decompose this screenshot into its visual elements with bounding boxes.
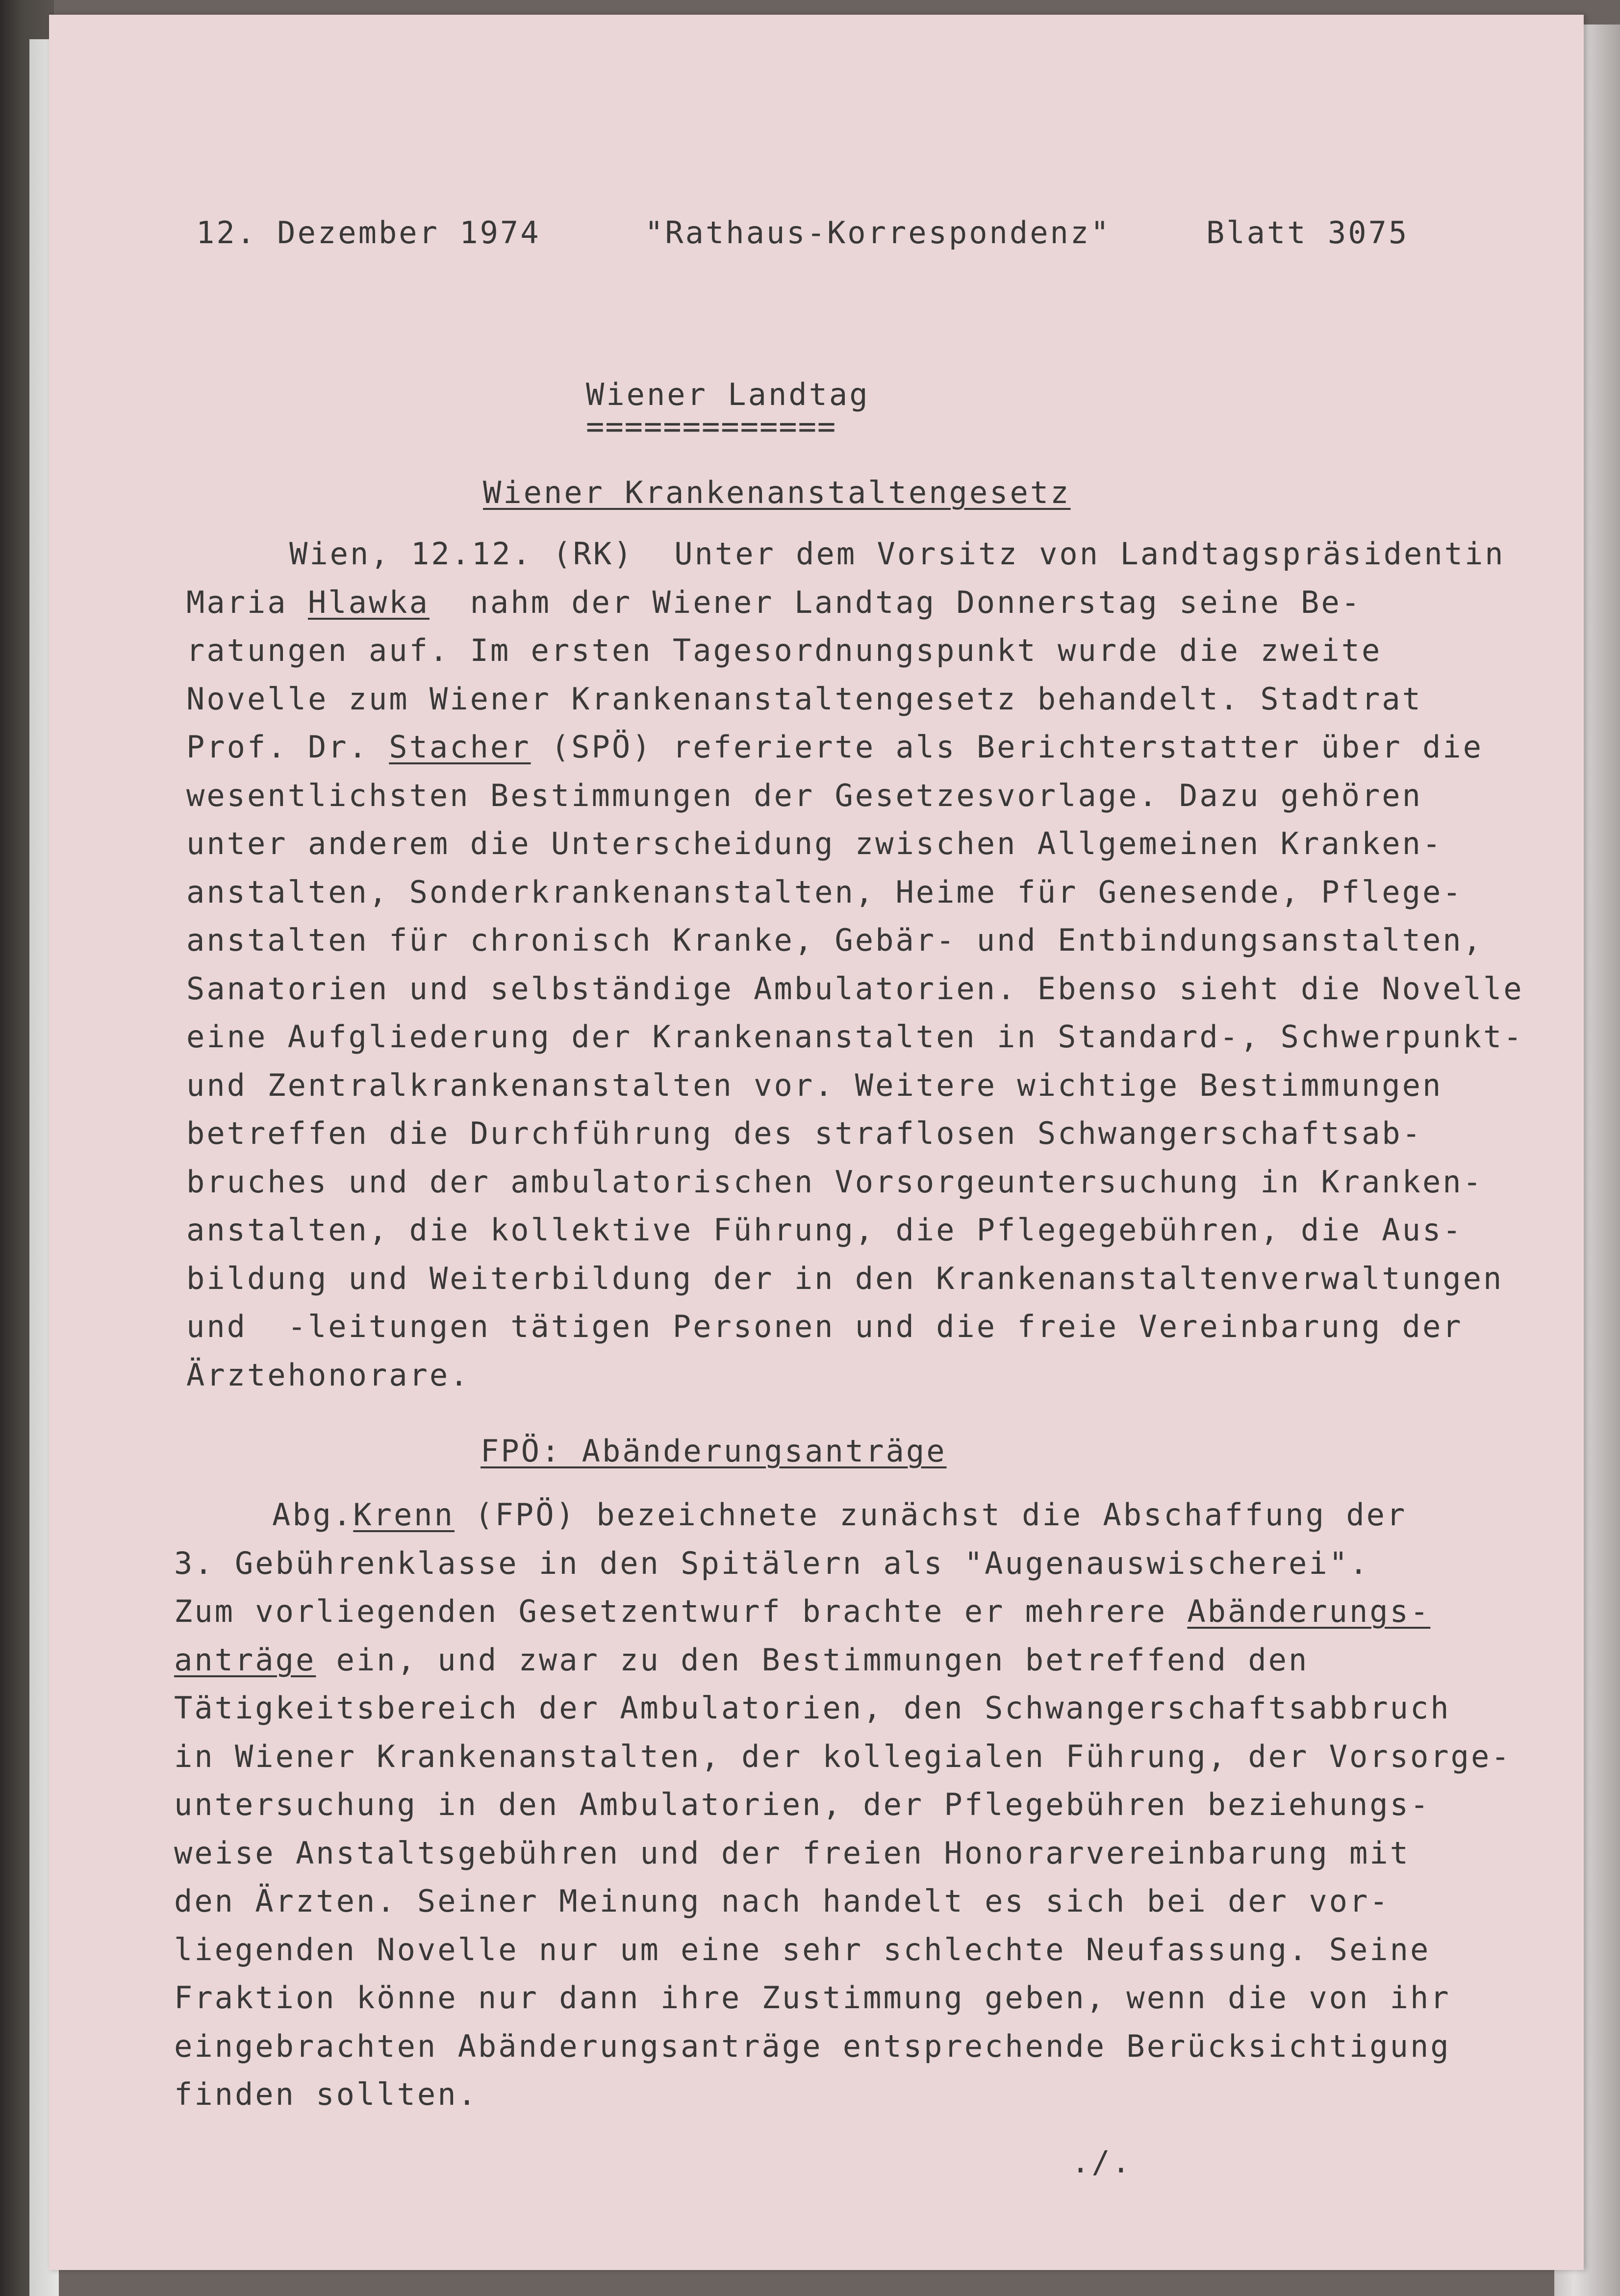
text-line: anstalten, Sonderkrankenanstalten, Heime für Genesende, Pflege- [186, 874, 1463, 910]
text-line: und -leitungen tätigen Personen und die freie Vereinbarung der [186, 1309, 1463, 1344]
text-line: Ärztehonorare. [186, 1357, 470, 1393]
document-page [49, 15, 1584, 2270]
text-line: weise Anstaltsgebühren und der freien Honorarvereinbarung mit [174, 1835, 1410, 1871]
text-line [174, 1592, 1430, 1631]
text-line: unter anderem die Unterscheidung zwischen Allgemeinen Kranken- [186, 826, 1443, 861]
text-line: untersuchung in den Ambulatorien, der Pflegebühren beziehungs- [174, 1787, 1431, 1822]
line-text: Zum vorliegenden Gesetzentwurf brachte er mehrere [174, 1593, 1188, 1629]
underlined-name: Stacher [389, 729, 531, 765]
text-line: eine Aufgliederung der Krankenanstalten in Standard-, Schwerpunkt- [186, 1019, 1524, 1055]
title-double-rule: ============= [586, 408, 837, 444]
text-line: Fraktion könne nur dann ihre Zustimmung geben, wenn die von ihr [174, 1980, 1451, 2016]
line-text: (SPÖ) referierte als Berichterstatter über die [531, 729, 1483, 765]
text-line [174, 1640, 1309, 1680]
text-line: betreffen die Durchführung des straflosen Schwangerschaftsab- [186, 1115, 1422, 1151]
text-line: Sanatorien und selbständige Ambulatorien. Ebenso sieht die Novelle [186, 970, 1524, 1007]
line-text: nahm der Wiener Landtag Donnerstag seine Be- [429, 584, 1362, 620]
header-sheet-number: Blatt 3075 [1206, 215, 1409, 251]
text-line [186, 583, 1362, 622]
text-line [272, 1495, 1407, 1535]
text-line: liegenden Novelle nur um eine sehr schlechte Neufassung. Seine [174, 1931, 1431, 1968]
text-line: Novelle zum Wiener Krankenanstaltengesetz behandelt. Stadtrat [186, 681, 1422, 717]
text-line: bildung und Weiterbildung der in den Krankenanstaltenverwaltungen [186, 1260, 1504, 1296]
text-line: wesentlichsten Bestimmungen der Gesetzesvorlage. Dazu gehören [186, 777, 1422, 813]
underlined-name: anträge [174, 1641, 316, 1678]
text-line: anstalten, die kollektive Führung, die Pflegegebühren, die Aus- [186, 1212, 1463, 1248]
line-text: Maria [186, 584, 308, 620]
line-text: ein, und zwar zu den Bestimmungen betreffend den [316, 1641, 1309, 1678]
text-line: finden sollten. [174, 2076, 478, 2112]
text-line: anstalten für chronisch Kranke, Gebär- und Entbindungsanstalten, [186, 922, 1483, 958]
header-date: 12. Dezember 1974 [196, 215, 541, 251]
line-text: Abg. [272, 1497, 354, 1533]
text-line: ratungen auf. Im ersten Tagesordnungspunkt wurde die zweite [186, 632, 1382, 668]
text-line: 3. Gebührenklasse in den Spitälern als "Augenauswischerei". [174, 1545, 1370, 1581]
section-heading-fpoe: FPÖ: Abänderungsanträge [481, 1433, 947, 1469]
text-line [186, 728, 1483, 767]
text-line: Wien, 12.12. (RK) Unter dem Vorsitz von Landtagspräsidentin [289, 536, 1505, 572]
page-continuation-mark: ./. [1071, 2144, 1132, 2180]
text-line: Tätigkeitsbereich der Ambulatorien, den Schwangerschaftsabbruch [174, 1690, 1451, 1726]
underlined-name: Hlawka [307, 584, 430, 620]
section-heading-krankenanstaltengesetz: Wiener Krankenanstaltengesetz [483, 475, 1071, 510]
text-line: bruches und der ambulatorischen Vorsorgeuntersuchung in Kranken- [186, 1163, 1483, 1200]
text-line: den Ärzten. Seiner Meinung nach handelt es sich bei der vor- [174, 1883, 1390, 1919]
text-line: eingebrachten Abänderungsanträge entsprechende Berücksichtigung [174, 2028, 1451, 2064]
line-text: Prof. Dr. [186, 729, 389, 765]
text-line: und Zentralkrankenanstalten vor. Weitere wichtige Bestimmungen [186, 1067, 1443, 1103]
page-title: Wiener Landtag [586, 377, 870, 412]
underlined-name: Abänderungs- [1187, 1593, 1431, 1629]
line-text: (FPÖ) bezeichnete zunächst die Abschaffung der [454, 1497, 1407, 1533]
text-line: in Wiener Krankenanstalten, der kollegialen Führung, der Vorsorge- [174, 1738, 1512, 1774]
underlined-name: Krenn [353, 1497, 455, 1533]
header-publication: "Rathaus-Korrespondenz" [645, 215, 1111, 251]
